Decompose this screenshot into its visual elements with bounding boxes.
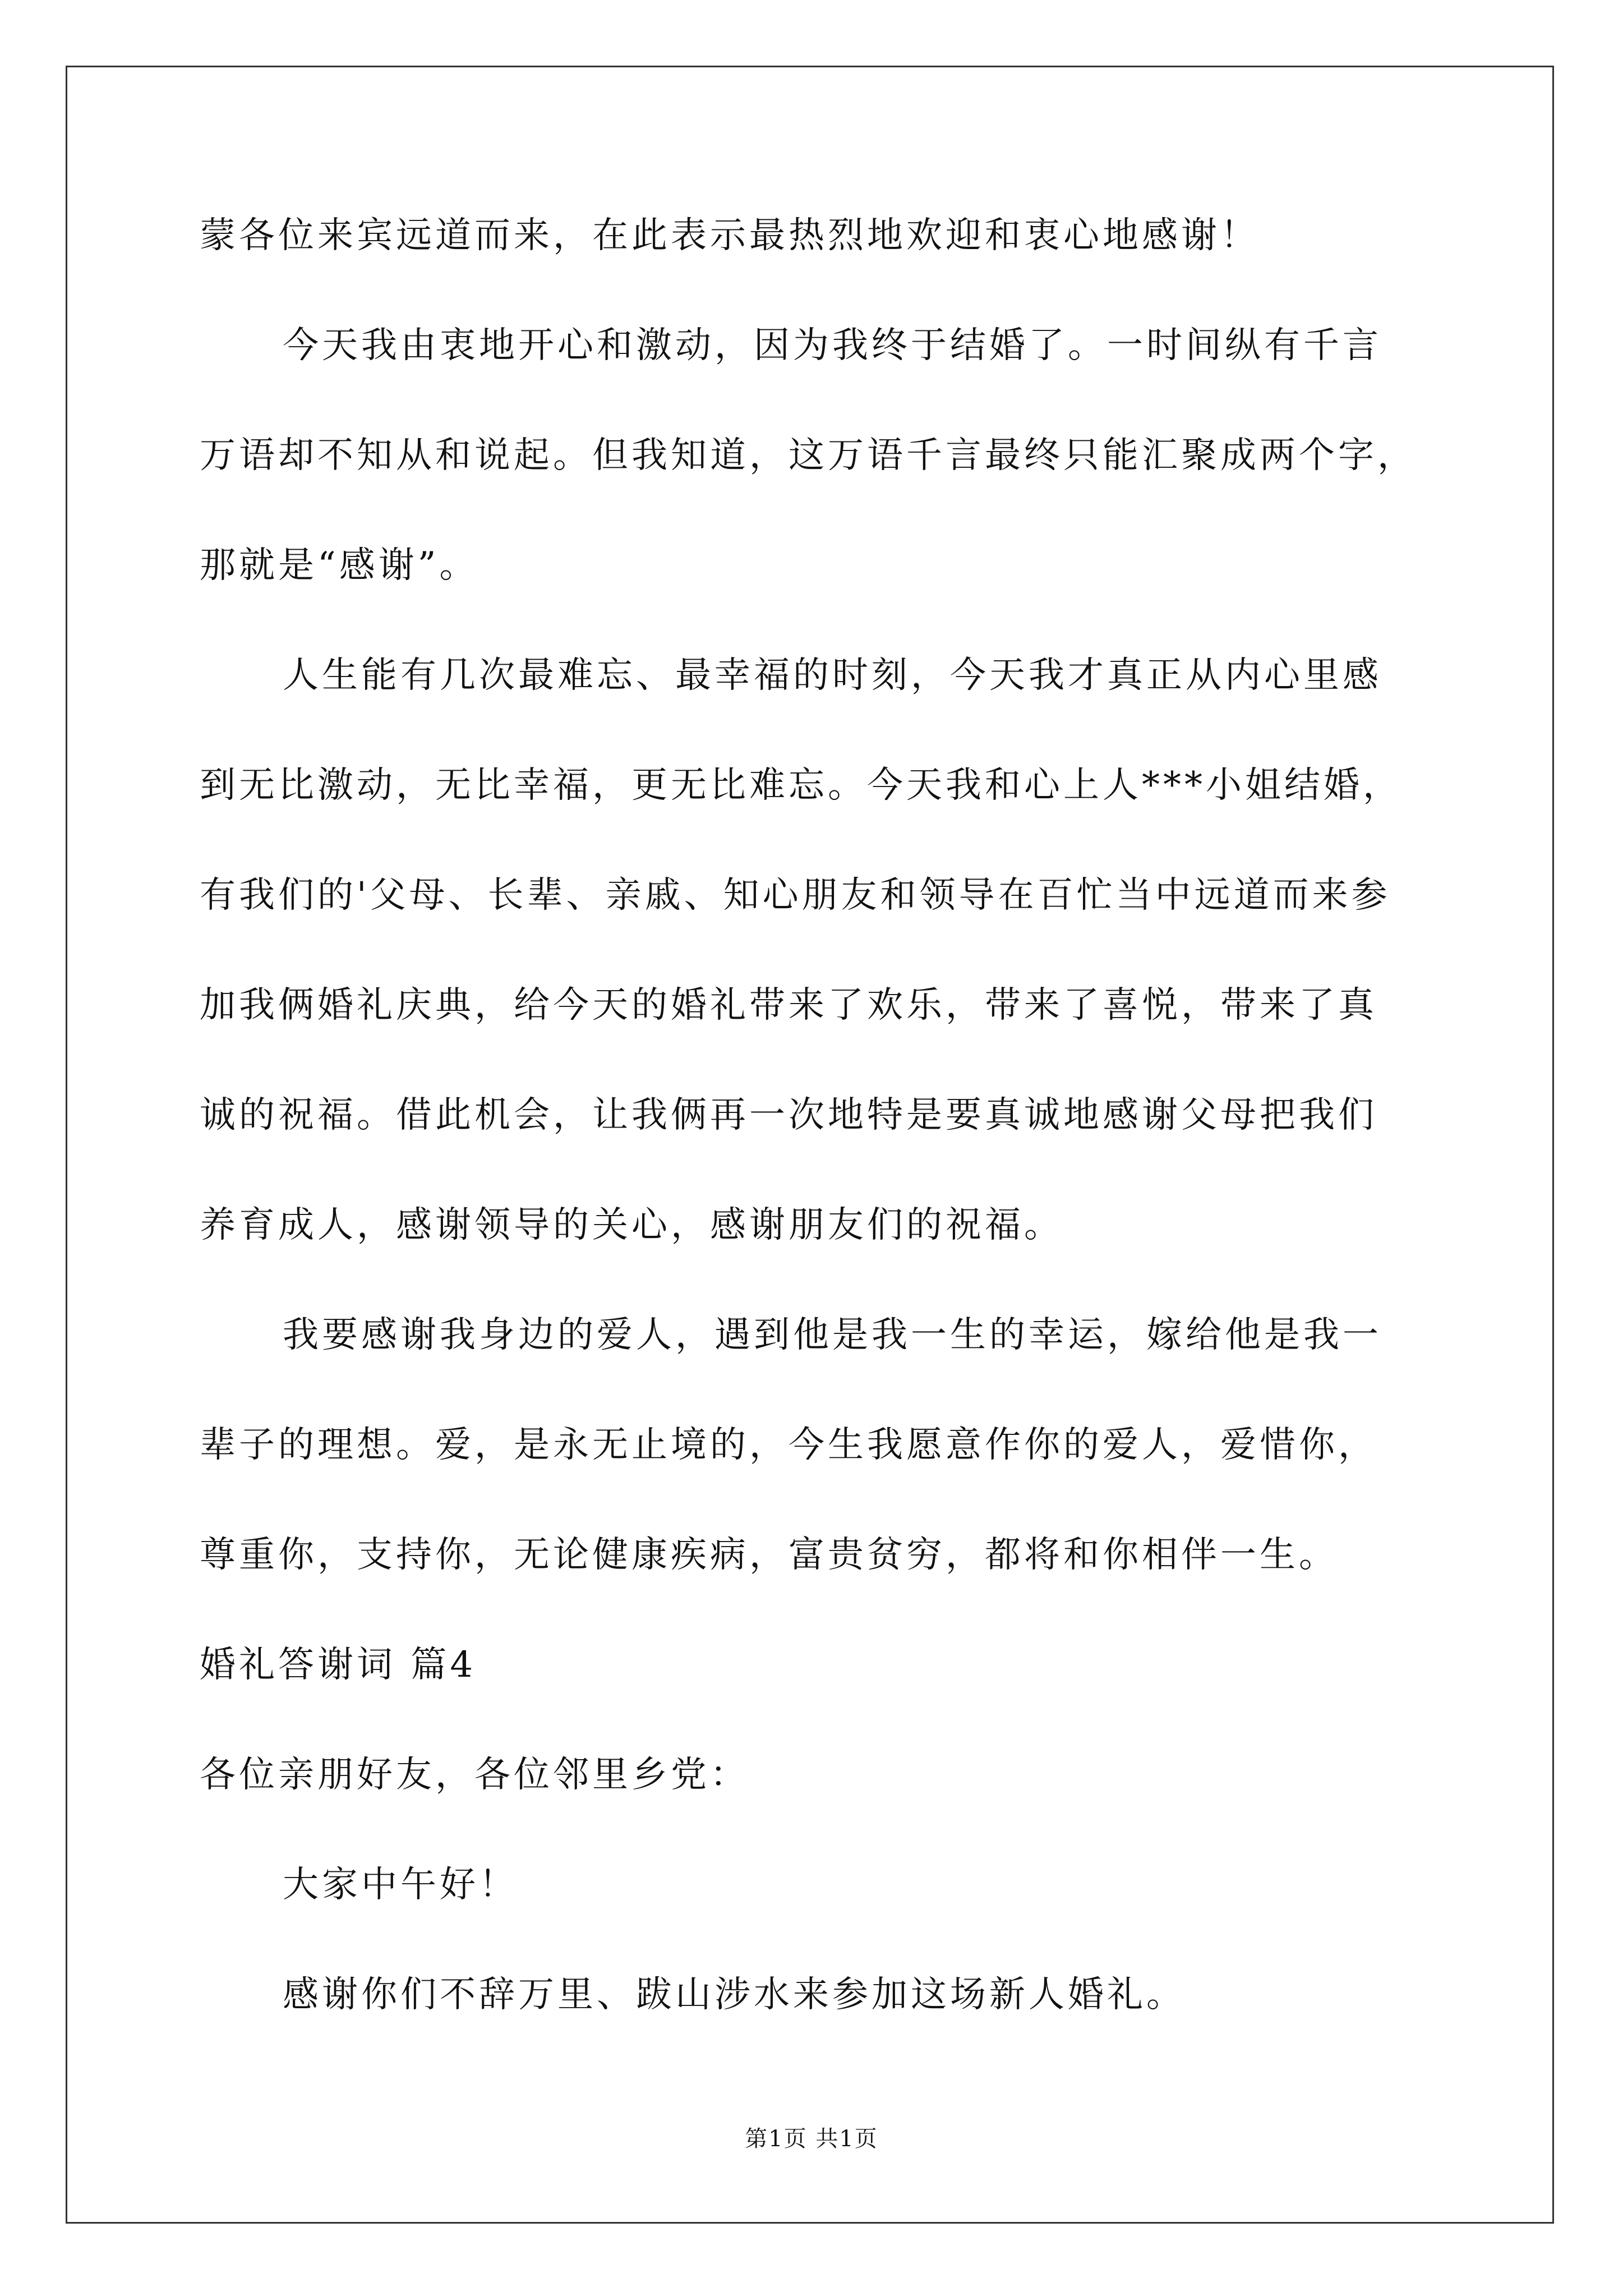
- paragraph-line: 我要感谢我身边的爱人，遇到他是我一生的幸运，嫁给他是我一: [283, 1314, 1382, 1356]
- paragraph-line: 加我俩婚礼庆典，给今天的婚礼带来了欢乐，带来了喜悦，带来了真: [200, 984, 1377, 1026]
- paragraph-line: 养育成人，感谢领导的关心，感谢朋友们的祝福。: [200, 1204, 1063, 1246]
- paragraph-line: 有我们的'父母、长辈、亲戚、知心朋友和领导在百忙当中远道而来参: [200, 875, 1391, 916]
- section-heading: 婚礼答谢词 篇4: [200, 1644, 477, 1686]
- paragraph-line: 尊重你，支持你，无论健康疾病，富贵贫穷，都将和你相伴一生。: [200, 1534, 1338, 1576]
- paragraph-line: 人生能有几次最难忘、最幸福的时刻，今天我才真正从内心里感: [283, 655, 1382, 696]
- paragraph-line: 感谢你们不辞万里、跋山涉水来参加这场新人婚礼。: [283, 1974, 1186, 2016]
- paragraph-line: 大家中午好！: [283, 1864, 518, 1906]
- page-number-footer: 第1页 共1页: [745, 2126, 878, 2152]
- paragraph-line: 今天我由衷地开心和激动，因为我终于结婚了。一时间纵有千言: [283, 325, 1382, 366]
- paragraph-line: 那就是“感谢”。: [200, 545, 479, 586]
- paragraph-line: 辈子的理想。爱，是永无止境的，今生我愿意作你的爱人，爱惜你，: [200, 1424, 1377, 1466]
- paragraph-line: 诚的祝福。借此机会，让我俩再一次地特是要真诚地感谢父母把我们: [200, 1094, 1377, 1136]
- salutation-line: 各位亲朋好友，各位邻里乡党：: [200, 1754, 749, 1796]
- paragraph-line: 万语却不知从和说起。但我知道，这万语千言最终只能汇聚成两个字，: [200, 435, 1417, 476]
- paragraph-line: 蒙各位来宾远道而来，在此表示最热烈地欢迎和衷心地感谢！: [200, 215, 1260, 256]
- paragraph-line: 到无比激动，无比幸福，更无比难忘。今天我和心上人***小姐结婚，: [200, 765, 1402, 806]
